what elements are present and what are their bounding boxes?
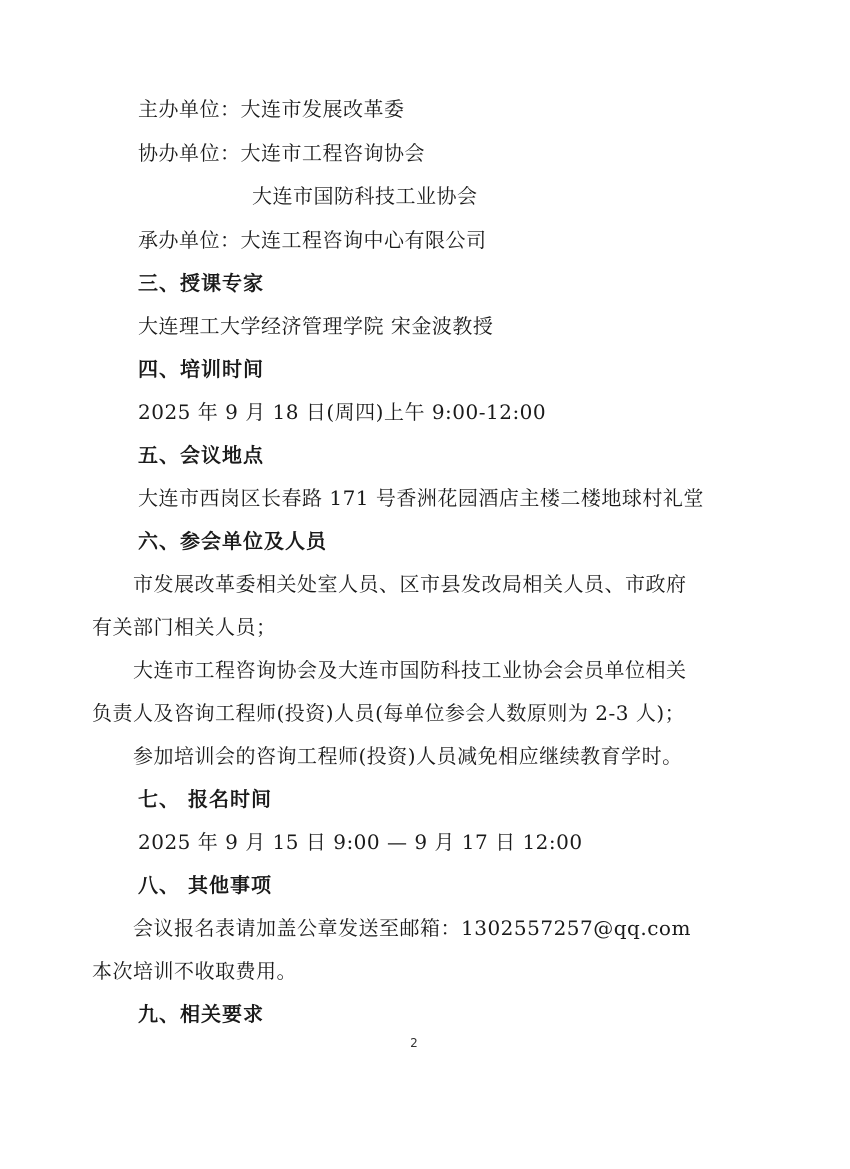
organizer-cohost-2: 大连市国防科技工业协会 (252, 184, 478, 208)
section-9-heading: 九、相关要求 (138, 1002, 264, 1026)
section-3-text: 大连理工大学经济管理学院 宋金波教授 (138, 314, 494, 338)
section-5-heading: 五、会议地点 (138, 443, 264, 467)
organizer-undertaker: 承办单位：大连工程咨询中心有限公司 (138, 228, 487, 252)
section-4-heading: 四、培训时间 (138, 357, 264, 381)
section-6-heading: 六、参会单位及人员 (138, 529, 327, 553)
section-8-email-line: 会议报名表请加盖公章发送至邮箱：1302557257@qq.com (133, 916, 691, 940)
section-7-text: 2025 年 9 月 15 日 9:00 — 9 月 17 日 12:00 (138, 830, 583, 854)
section-6-paragraph-1-line-2: 有关部门相关人员； (92, 615, 277, 639)
section-4-text: 2025 年 9 月 18 日(周四)上午 9:00-12:00 (138, 400, 547, 424)
page-number: 2 (410, 1036, 418, 1050)
section-6-paragraph-2-line-2: 负责人及咨询工程师(投资)人员(每单位参会人数原则为 2-3 人)； (92, 701, 686, 725)
section-8-heading: 八、 其他事项 (138, 873, 272, 897)
organizer-host: 主办单位：大连市发展改革委 (138, 97, 405, 121)
section-6-paragraph-2-line-1: 大连市工程咨询协会及大连市国防科技工业协会会员单位相关 (133, 658, 687, 682)
section-3-heading: 三、授课专家 (138, 271, 264, 295)
section-7-heading: 七、 报名时间 (138, 787, 272, 811)
section-6-paragraph-3: 参加培训会的咨询工程师(投资)人员减免相应继续教育学时。 (133, 744, 683, 768)
section-5-text: 大连市西岗区长春路 171 号香洲花园酒店主楼二楼地球村礼堂 (138, 486, 704, 510)
organizer-cohost-1: 协办单位：大连市工程咨询协会 (138, 141, 425, 165)
section-8-fee-line: 本次培训不收取费用。 (92, 959, 297, 983)
section-6-paragraph-1-line-1: 市发展改革委相关处室人员、区市县发改局相关人员、市政府 (133, 572, 687, 596)
